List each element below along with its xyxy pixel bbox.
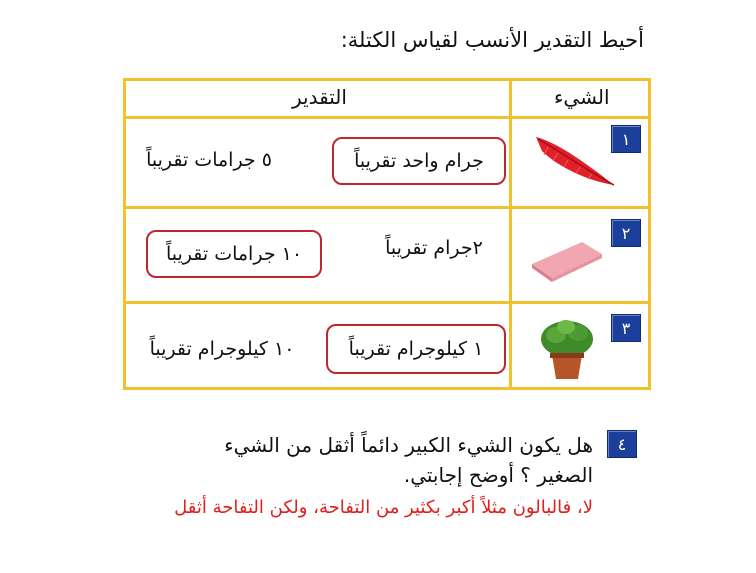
row-number-badge: ٢ [611,219,641,247]
table-row-divider [126,116,648,119]
instruction-text: أحيط التقدير الأنسب لقياس الكتلة: [340,28,644,52]
eraser-icon [528,236,606,284]
table-row-divider [126,301,648,304]
table-column-divider [509,81,512,387]
question-number-badge: ٤ [607,430,637,458]
row-circled-option[interactable]: ١ كيلوجرام تقريباً [326,324,506,374]
row-option[interactable]: ٥ جرامات تقريباً [146,149,272,171]
answer-text: لا، فالبالون مثلاً أكبر بكثير من التفاحة، ولكن التفاحة أثقل [174,497,593,518]
row-option[interactable]: ٢جرام تقريباً [385,237,483,259]
header-object: الشيء [554,85,610,109]
row-number-badge: ١ [611,125,641,153]
feather-icon [528,133,616,193]
header-estimate: التقدير [292,85,347,109]
row-number-badge: ٣ [611,314,641,342]
estimation-table [123,78,651,390]
question-text: هل يكون الشيء الكبير دائماً أثقل من الشيء الصغير ؟ أوضح إجابتي. [224,433,593,487]
table-row-divider [126,206,648,209]
potted-plant-icon [536,317,598,381]
row-circled-option[interactable]: ١٠ جرامات تقريباً [146,230,322,278]
row-option[interactable]: ١٠ كيلوجرام تقريباً [149,338,295,360]
row-circled-option[interactable]: جرام واحد تقريباً [332,137,506,185]
